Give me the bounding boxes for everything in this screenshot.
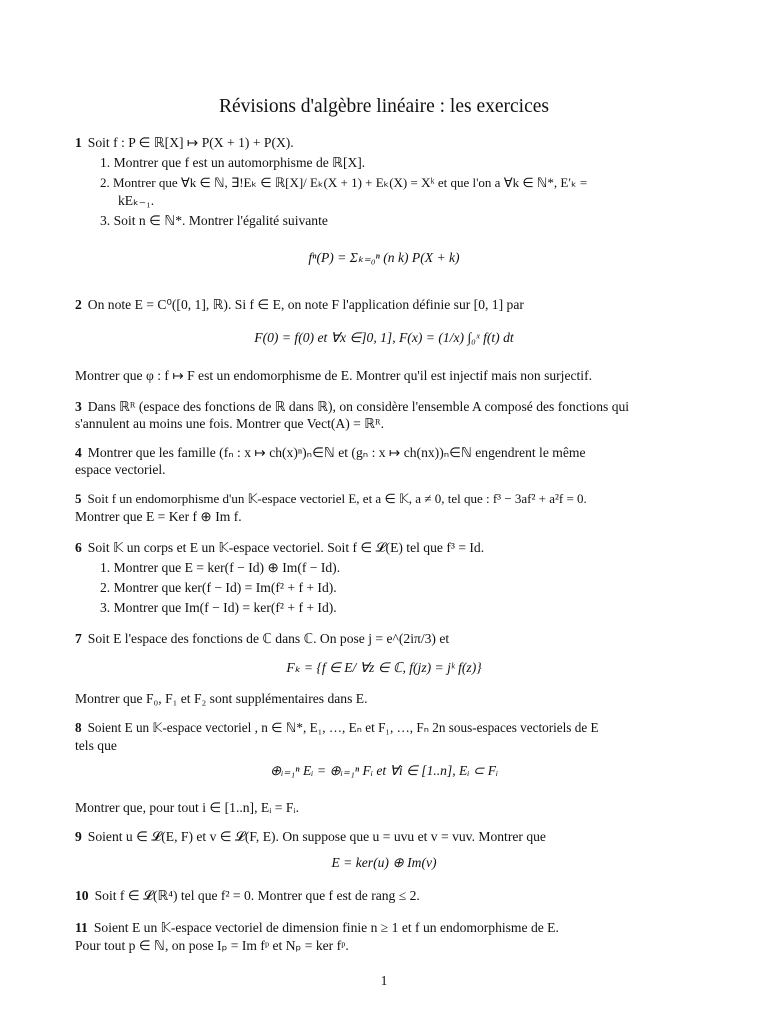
exercise-number: 5	[75, 491, 82, 506]
exercise-number: 2	[75, 297, 82, 312]
exercise-8-line-1: 8 Soient E un 𝕂-espace vectoriel , n ∈ ℕ*, E₁, …, Eₙ et F₁, …, Fₙ 2n sous-espaces vectoriels de E	[75, 720, 599, 735]
document-title: Révisions d'algèbre linéaire : les exercices	[218, 96, 549, 117]
exercise-number: 8	[75, 720, 82, 735]
exercise-5-line-2: Montrer que E = Ker f ⊕ Im f.	[75, 509, 242, 524]
exercise-number: 9	[75, 829, 82, 844]
exercise-6-item-1: 1. Montrer que E = ker(f − Id) ⊕ Im(f − Id).	[100, 560, 341, 575]
exercise-4-line-2: espace vectoriel.	[75, 462, 166, 477]
exercise-11-line-2: Pour tout p ∈ ℕ, on pose Iₚ = Im fᵖ et Nₚ = ker fᵖ.	[75, 938, 349, 953]
exercise-3-line-2: s'annulent au moins une fois. Montrer que Vect(A) = ℝᴿ.	[75, 416, 384, 431]
exercise-5-line-1: 5 Soit f un endomorphisme d'un 𝕂-espace vectoriel E, et a ∈ 𝕂, a ≠ 0, tel que : f³ − 3af² + a²f = 0.	[75, 491, 587, 506]
exercise-7-formula: Fₖ = {f ∈ E/ ∀z ∈ ℂ, f(jz) = jᵏ f(z)}	[286, 660, 482, 675]
exercise-1-item-2: 2. Montrer que ∀k ∈ ℕ, ∃!Eₖ ∈ ℝ[X]/ Eₖ(X + 1) + Eₖ(X) = Xᵏ et que l'on a ∀k ∈ ℕ*, E′ₖ =	[100, 175, 588, 190]
exercise-3-line-1: 3 Dans ℝᴿ (espace des fonctions de ℝ dans ℝ), on considère l'ensemble A composé des fonctions qui	[75, 399, 630, 414]
exercise-6-item-2: 2. Montrer que ker(f − Id) = Im(f² + f + Id).	[100, 580, 337, 595]
exercise-8-formula: ⊕ᵢ₌₁ⁿ Eᵢ = ⊕ᵢ₌₁ⁿ Fᵢ et ∀i ∈ [1..n], Eᵢ ⊂ Fᵢ	[269, 763, 499, 778]
exercise-number: 3	[75, 399, 82, 414]
exercise-11-line-1: 11 Soient E un 𝕂-espace vectoriel de dimension finie n ≥ 1 et f un endomorphisme de E.	[75, 920, 559, 935]
exercise-number: 10	[75, 888, 89, 903]
exercise-1-item-2-cont: kEₖ₋₁.	[118, 193, 155, 208]
exercise-number: 7	[75, 631, 82, 646]
exercise-1-item-3: 3. Soit n ∈ ℕ*. Montrer l'égalité suivante	[100, 213, 328, 228]
exercise-6-intro: 6 Soit 𝕂 un corps et E un 𝕂-espace vectoriel. Soit f ∈ 𝓛(E) tel que f³ = Id.	[75, 540, 485, 555]
exercise-number: 4	[75, 445, 82, 460]
exercise-2-formula: F(0) = f(0) et ∀x ∈]0, 1], F(x) = (1/x) ∫₀ˣ f(t) dt	[254, 330, 514, 345]
exercise-1-item-1: 1. Montrer que f est un automorphisme de ℝ[X].	[100, 155, 366, 170]
exercise-10-text: 10 Soit f ∈ 𝓛(ℝ⁴) tel que f² = 0. Montrer que f est de rang ≤ 2.	[75, 888, 420, 903]
exercise-6-item-3: 3. Montrer que Im(f − Id) = ker(f² + f + Id).	[100, 600, 337, 615]
exercise-4-line-1: 4 Montrer que les famille (fₙ : x ↦ ch(x)ⁿ)ₙ∈ℕ et (gₙ : x ↦ ch(nx))ₙ∈ℕ engendrent le même	[75, 445, 586, 460]
exercise-9-intro: 9 Soient u ∈ 𝓛(E, F) et v ∈ 𝓛(F, E). On suppose que u = uvu et v = vuv. Montrer que	[75, 829, 546, 844]
exercise-7-outro: Montrer que F₀, F₁ et F₂ sont supplémentaires dans E.	[75, 691, 368, 706]
exercise-8-line-2: tels que	[75, 738, 117, 753]
page-number: 1	[380, 973, 388, 988]
exercise-1-intro: 1 Soit f : P ∈ ℝ[X] ↦ P(X + 1) + P(X).	[75, 135, 294, 150]
exercise-8-outro: Montrer que, pour tout i ∈ [1..n], Eᵢ = Fᵢ.	[75, 800, 300, 815]
exercise-7-intro: 7 Soit E l'espace des fonctions de ℂ dans ℂ. On pose j = e^(2iπ/3) et	[75, 631, 450, 646]
exercise-number: 11	[75, 920, 88, 935]
exercise-2-intro: 2 On note E = C⁰([0, 1], ℝ). Si f ∈ E, on note F l'application définie sur [0, 1] par	[75, 297, 524, 312]
exercise-2-outro: Montrer que φ : f ↦ F est un endomorphisme de E. Montrer qu'il est injectif mais non surjectif.	[75, 368, 593, 383]
exercise-1-formula: fⁿ(P) = Σₖ₌₀ⁿ (n k) P(X + k)	[308, 250, 460, 265]
exercise-9-formula: E = ker(u) ⊕ Im(v)	[331, 855, 437, 870]
exercise-number: 1	[75, 135, 82, 150]
exercise-number: 6	[75, 540, 82, 555]
